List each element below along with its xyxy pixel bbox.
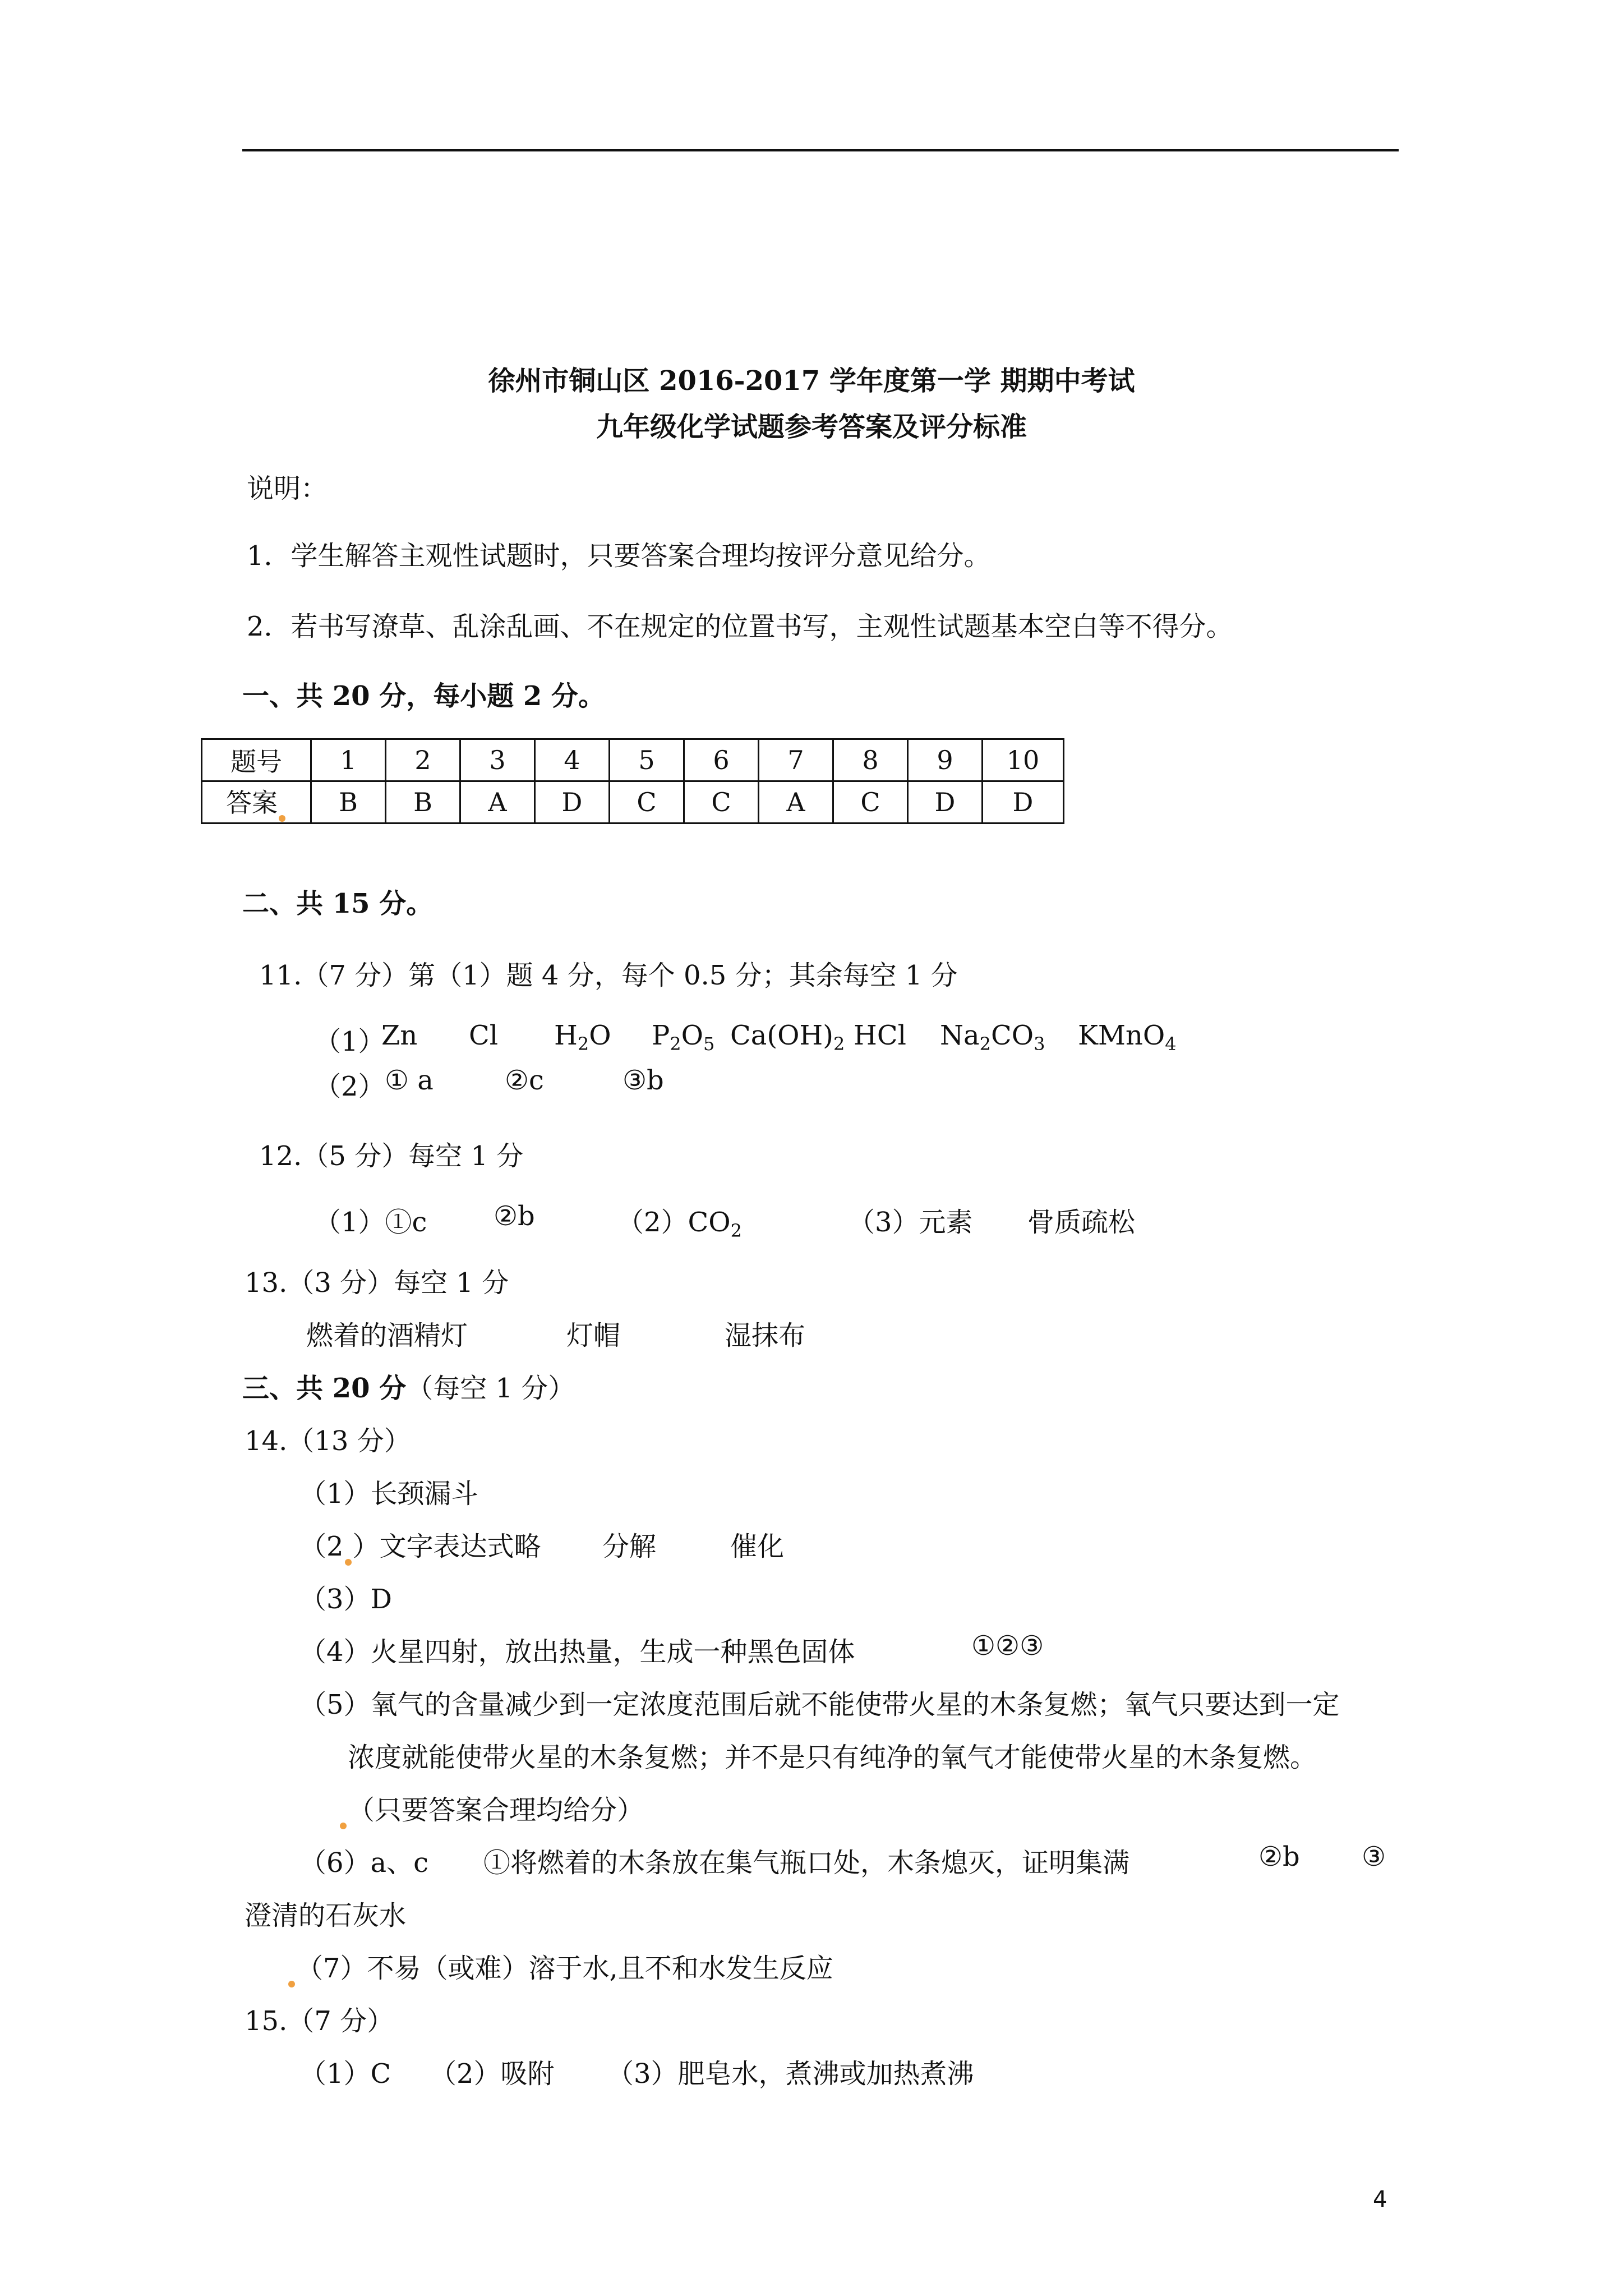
table-cell: C [684, 781, 759, 823]
table-cell: 5 [610, 739, 684, 781]
q12-a: （1）①c [314, 1207, 427, 1238]
mark-dot [340, 1823, 347, 1829]
section-3-note: （每空 1 分） [406, 1373, 575, 1404]
title-line-1: 徐州市铜山区 2016-2017 学年度第一学 期期中考试 [488, 365, 1135, 397]
section-3-heading: 三、共 20 分 [242, 1373, 407, 1404]
formula-kmno4: KMnO$_4$ [1078, 1020, 1177, 1055]
q15-c: （3）肥皂水，煮沸或加热煮沸 [607, 2058, 974, 2090]
note-2: 2．若书写潦草、乱涂乱画、不在规定的位置书写，主观性试题基本空白等不得分。 [247, 611, 1233, 642]
q14-p6-line2: 澄清的石灰水 [245, 1900, 407, 1931]
q14-p2: （2 ）文字表达式略 [299, 1525, 541, 1566]
q15-heading: 15.（7 分） [245, 2005, 394, 2037]
q11-part2-b: ②c [505, 1065, 544, 1096]
q14-p6-d: ③ [1362, 1841, 1386, 1872]
q14-p7: （7）不易（或难）溶于水,且不和水发生反应 [287, 1947, 833, 1987]
mark-dot [345, 1559, 352, 1566]
note-1: 1．学生解答主观性试题时，只要答案合理均按评分意见给分。 [247, 540, 991, 572]
section-3-heading-line [242, 1366, 575, 1405]
q14-p5-line3: （只要答案合理均给分） [339, 1788, 644, 1829]
table-cell: 7 [759, 739, 833, 781]
formula-na2co3: $Na_2CO_3$ [940, 1020, 1045, 1055]
mark-dot [279, 815, 285, 822]
q14-p6-b: ①将燃着的木条放在集气瓶口处，木条熄灭，证明集满 [483, 1847, 1130, 1879]
section-2-heading: 二、共 15 分。 [242, 888, 434, 919]
title-line-2: 九年级化学试题参考答案及评分标准 [596, 411, 1027, 443]
table-row-answers [202, 781, 1064, 823]
q11-part2-a: ① a [385, 1065, 434, 1096]
table-cell: 9 [908, 739, 983, 781]
table-cell: A [759, 781, 833, 823]
formula-cl: Cl [469, 1020, 499, 1051]
q14-p4: （4）火星四射，放出热量，生成一种黑色固体 [299, 1636, 855, 1668]
table-cell-label: 题号 [202, 739, 311, 781]
q12-heading: 12.（5 分）每空 1 分 [259, 1140, 524, 1172]
q12-e: 骨质疏松 [1027, 1207, 1136, 1238]
q12-c: $(2)CO_2$ [617, 1207, 742, 1241]
q12-d: （3）元素 [848, 1207, 973, 1238]
table-cell: D [983, 781, 1064, 823]
q11-heading: 11.（7 分）第（1）题 4 分，每个 0.5 分；其余每空 1 分 [259, 960, 958, 991]
header-rule [242, 149, 1399, 151]
table-cell: B [311, 781, 386, 823]
q11-part1-label: （1） [314, 1026, 385, 1057]
q11-part2-c: ③b [623, 1065, 664, 1096]
q14-p3: （3）D [299, 1584, 393, 1615]
q13-heading: 13.（3 分）每空 1 分 [245, 1267, 509, 1299]
section-1-heading: 一、共 20 分，每小题 2 分。 [242, 680, 606, 712]
table-cell: D [535, 781, 610, 823]
table-cell: 2 [386, 739, 460, 781]
formula-p2o5: $P_2O_5$ [652, 1020, 715, 1055]
q14-p2-c: 分解 [602, 1531, 657, 1562]
table-cell: 3 [460, 739, 535, 781]
formula-h2o: $H_2O$ [554, 1020, 611, 1055]
q14-heading: 14.（13 分） [245, 1425, 411, 1457]
q13-a: 燃着的酒精灯 [306, 1320, 468, 1351]
table-cell: C [610, 781, 684, 823]
answer-table [201, 738, 1064, 824]
q14-p5-line2: 浓度就能使带火星的木条复燃；并不是只有纯净的氧气才能使带火星的木条复燃。 [348, 1742, 1317, 1773]
q13-c: 湿抹布 [725, 1320, 806, 1351]
q14-p6-c: ②b [1258, 1841, 1300, 1872]
formula-zn: Zn [381, 1020, 418, 1051]
formula-hcl: HCl [854, 1020, 906, 1051]
q14-p1: （1）长颈漏斗 [299, 1478, 478, 1510]
formula-caoh2: $Ca(OH)_2$ [730, 1020, 845, 1055]
table-cell-label: 答案 [202, 781, 311, 823]
table-cell: B [386, 781, 460, 823]
page-number: 4 [1373, 2187, 1387, 2212]
table-cell: 6 [684, 739, 759, 781]
q11-part2-label: （2） [314, 1071, 385, 1102]
q14-p4-b: ①②③ [971, 1630, 1044, 1662]
q15-a: （1）C [299, 2058, 391, 2090]
table-cell: A [460, 781, 535, 823]
table-cell: D [908, 781, 983, 823]
table-cell: 4 [535, 739, 610, 781]
table-cell: 1 [311, 739, 386, 781]
q14-p5-line1: （5）氧气的含量减少到一定浓度范围后就不能使带火星的木条复燃；氧气只要达到一定 [299, 1689, 1340, 1720]
notes-heading: 说明： [247, 473, 328, 504]
table-cell: 8 [833, 739, 908, 781]
q14-p6-a: （6）a、c [299, 1847, 429, 1879]
mark-dot [288, 1981, 295, 1987]
q13-b: 灯帽 [566, 1320, 621, 1351]
table-cell: C [833, 781, 908, 823]
q12-b: ②b [494, 1200, 535, 1232]
table-cell: 10 [983, 739, 1064, 781]
q14-p2-d: 催化 [730, 1531, 785, 1562]
table-row-numbers [202, 739, 1064, 781]
q15-b: （2）吸附 [430, 2058, 555, 2090]
